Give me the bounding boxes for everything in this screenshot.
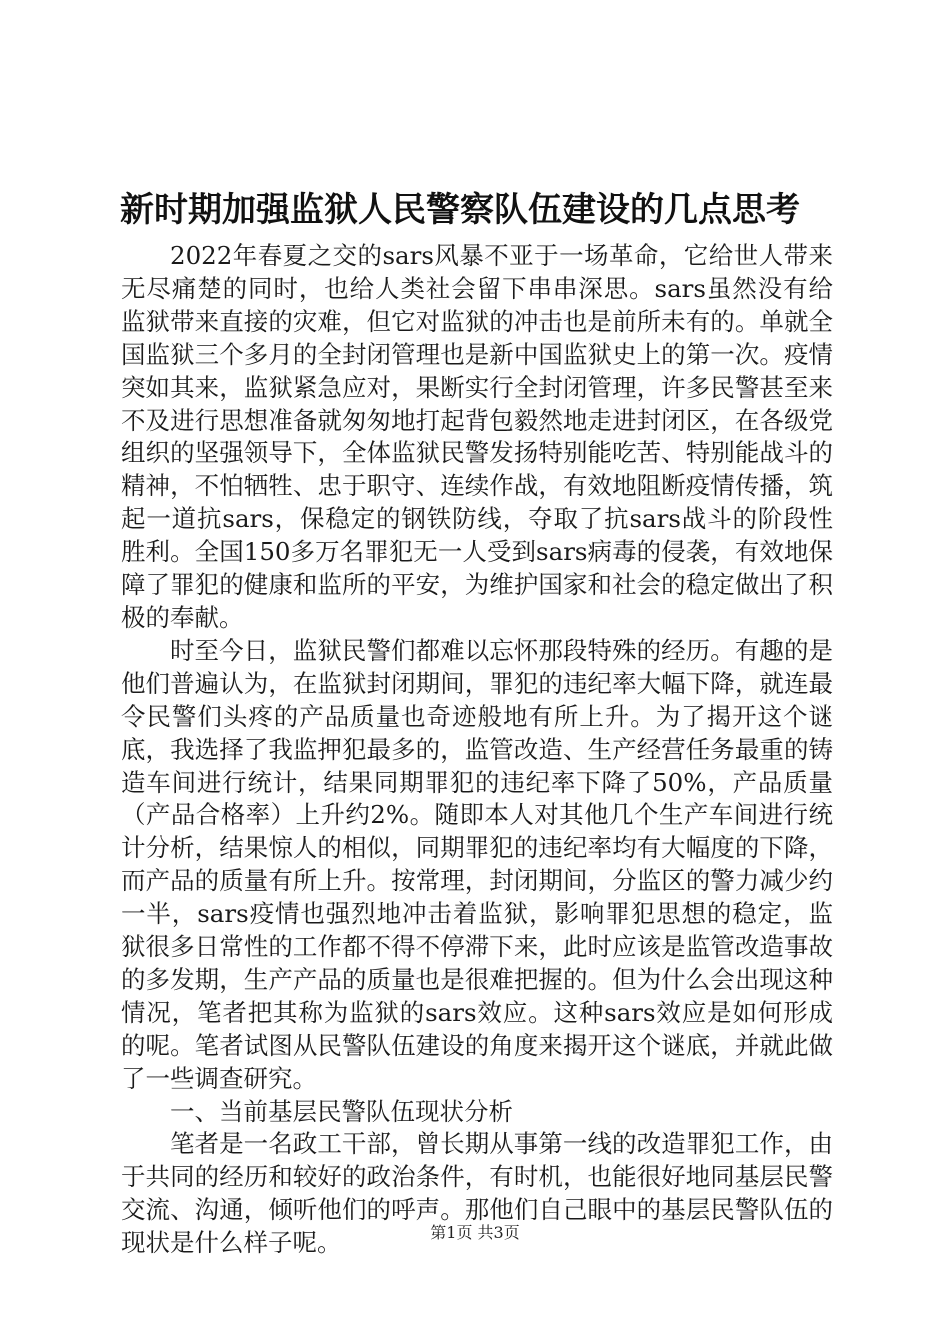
page-title: 新时期加强监狱人民警察队伍建设的几点思考 bbox=[120, 190, 800, 230]
page-number: 第1页 共3页 bbox=[430, 1223, 520, 1242]
paragraph: 时至今日，监狱民警们都难以忘怀那段特殊的经历。有趣的是他们普遍认为，在监狱封闭期间，罪犯的违纪率大幅下降，就连最令民警们头疼的产品质量也奇迹般地有所上升。为了揭开这个谜底，我选择了我监押犯最多的，监管改造、生产经营任务最重的铸造车间进行统计，结果同期罪犯的违纪率下降了50%，产品质量（产品合格率）上升约2%。随即本人对其他几个生产车间进行统计分析，结果惊人的相似，同期罪犯的违纪率均有大幅度的下降，而产品的质量有所上升。按常理，封闭期间，分监区的警力减少约一半，sars疫情也强烈地冲击着监狱，影响罪犯思想的稳定，监狱很多日常性的工作都不得不停滞下来，此时应该是监管改造事故的多发期，生产产品的质量也是很难把握的。但为什么会出现这种情况，笔者把其称为监狱的sars效应。这种sars效应是如何形成的呢。笔者试图从民警队伍建设的角度来揭开这个谜底，并就此做了一些调查研究。 bbox=[121, 635, 833, 1093]
document-body bbox=[121, 240, 833, 1260]
paragraph: 笔者是一名政工干部，曾长期从事第一线的改造罪犯工作，由于共同的经历和较好的政治条件，有时机，也能很好地同基层民警交流、沟通，倾听他们的呼声。那他们自己眼中的基层民警队伍的现状是什么样子呢。 bbox=[121, 1129, 833, 1258]
section-heading: 一、当前基层民警队伍现状分析 bbox=[170, 1096, 513, 1126]
paragraph: 2022年春夏之交的sars风暴不亚于一场革命，它给世人带来无尽痛楚的同时，也给人类社会留下串串深思。sars虽然没有给监狱带来直接的灾难，但它对监狱的冲击也是前所未有的。单就全国监狱三个多月的全封闭管理也是新中国监狱史上的第一次。疫情突如其来，监狱紧急应对，果断实行全封闭管理，许多民警甚至来不及进行思想准备就匆匆地打起背包毅然地走进封闭区，在各级党组织的坚强领导下，全体监狱民警发扬特别能吃苦、特别能战斗的精神，不怕牺牲、忠于职守、连续作战，有效地阻断疫情传播，筑起一道抗sars，保稳定的钢铁防线，夺取了抗sars战斗的阶段性胜利。全国150多万名罪犯无一人受到sars病毒的侵袭，有效地保障了罪犯的健康和监所的平安，为维护国家和社会的稳定做出了积极的奉献。 bbox=[121, 241, 833, 632]
